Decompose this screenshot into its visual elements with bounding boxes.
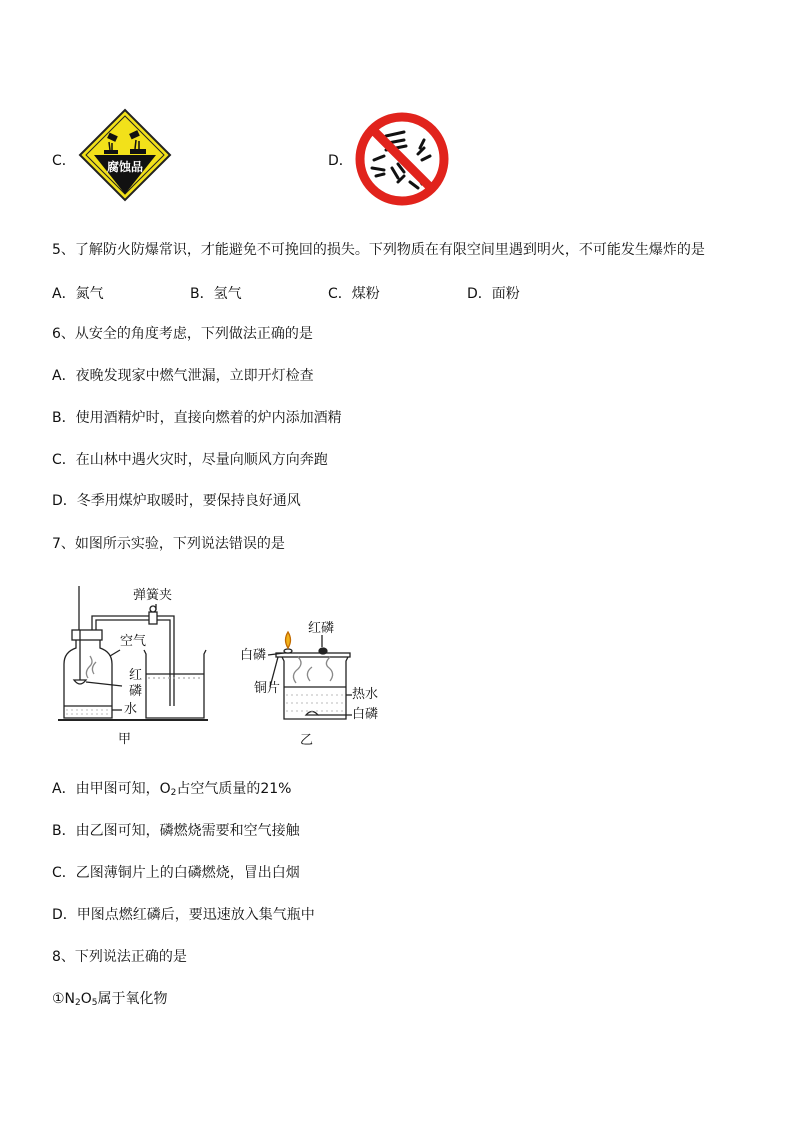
q6-stem: 6、从安全的角度考虑，下列做法正确的是 bbox=[52, 326, 313, 342]
q8-item-1-post: 属于氧化物 bbox=[97, 991, 168, 1007]
q7-option-a[interactable] bbox=[52, 780, 291, 802]
q5-option-b[interactable]: B．氢气 bbox=[190, 286, 242, 302]
q6-option-a[interactable]: A．夜晚发现家中燃气泄漏，立即开灯检查 bbox=[52, 368, 314, 384]
label-water: 水 bbox=[124, 702, 138, 717]
q7-option-a-post: 占空气质量的21% bbox=[176, 781, 292, 797]
no-explosive-sign-image bbox=[352, 110, 452, 208]
q7-option-d[interactable]: D．甲图点燃红磷后，要迅速放入集气瓶中 bbox=[52, 907, 315, 923]
label-air: 空气 bbox=[120, 634, 147, 649]
q8-item-1-sub1: 2 bbox=[75, 998, 81, 1008]
corrosive-sign-text: 腐蚀品 bbox=[106, 160, 144, 174]
q7-option-a-pre: A．由甲图可知，O bbox=[52, 781, 171, 797]
q5-option-a[interactable]: A．氮气 bbox=[52, 286, 104, 302]
figure-yi bbox=[238, 615, 388, 755]
q8-item-1 bbox=[52, 990, 168, 1012]
label-red-phosphorus-yi: 红磷 bbox=[308, 621, 335, 636]
q5-stem: 5、了解防火防爆常识，才能避免不可挽回的损失。下列物质在有限空间里遇到明火，不可能发生爆炸的是 bbox=[52, 242, 705, 258]
q8-item-1-mid: O bbox=[80, 991, 92, 1007]
figure-jia bbox=[58, 582, 218, 752]
q5-option-c[interactable]: C．煤粉 bbox=[328, 286, 380, 302]
q7-option-a-sub: 2 bbox=[170, 788, 177, 798]
q6-option-d[interactable]: D．冬季用煤炉取暖时，要保持良好通风 bbox=[52, 493, 301, 509]
label-white-phosphorus-top: 白磷 bbox=[240, 648, 267, 663]
label-hot-water: 热水 bbox=[352, 687, 379, 702]
q6-option-c[interactable]: C．在山林中遇火灾时，尽量向顺风方向奔跑 bbox=[52, 452, 328, 468]
q7-option-b[interactable]: B．由乙图可知，磷燃烧需要和空气接触 bbox=[52, 823, 300, 839]
q8-item-1-pre: ①N bbox=[52, 991, 76, 1007]
label-copper-plate: 铜片 bbox=[254, 681, 281, 696]
label-red-phosphorus-1: 红 bbox=[129, 668, 143, 683]
q7-option-c[interactable]: C．乙图薄铜片上的白磷燃烧，冒出白烟 bbox=[52, 865, 300, 881]
q6-option-b[interactable]: B．使用酒精炉时，直接向燃着的炉内添加酒精 bbox=[52, 410, 342, 426]
q5-option-d[interactable]: D．面粉 bbox=[467, 286, 520, 302]
label-white-phosphorus-bottom: 白磷 bbox=[352, 707, 379, 722]
corrosive-sign-image bbox=[78, 108, 172, 202]
q8-item-1-sub2: 5 bbox=[91, 998, 98, 1008]
caption-yi: 乙 bbox=[300, 733, 314, 748]
label-spring-clip: 弹簧夹 bbox=[133, 588, 173, 603]
label-red-phosphorus-2: 磷 bbox=[129, 684, 143, 699]
q8-stem: 8、下列说法正确的是 bbox=[52, 949, 187, 965]
caption-jia: 甲 bbox=[118, 732, 132, 747]
option-c-label: C． bbox=[52, 153, 76, 169]
q7-stem: 7、如图所示实验，下列说法错误的是 bbox=[52, 536, 285, 552]
option-d-label: D． bbox=[328, 153, 353, 169]
